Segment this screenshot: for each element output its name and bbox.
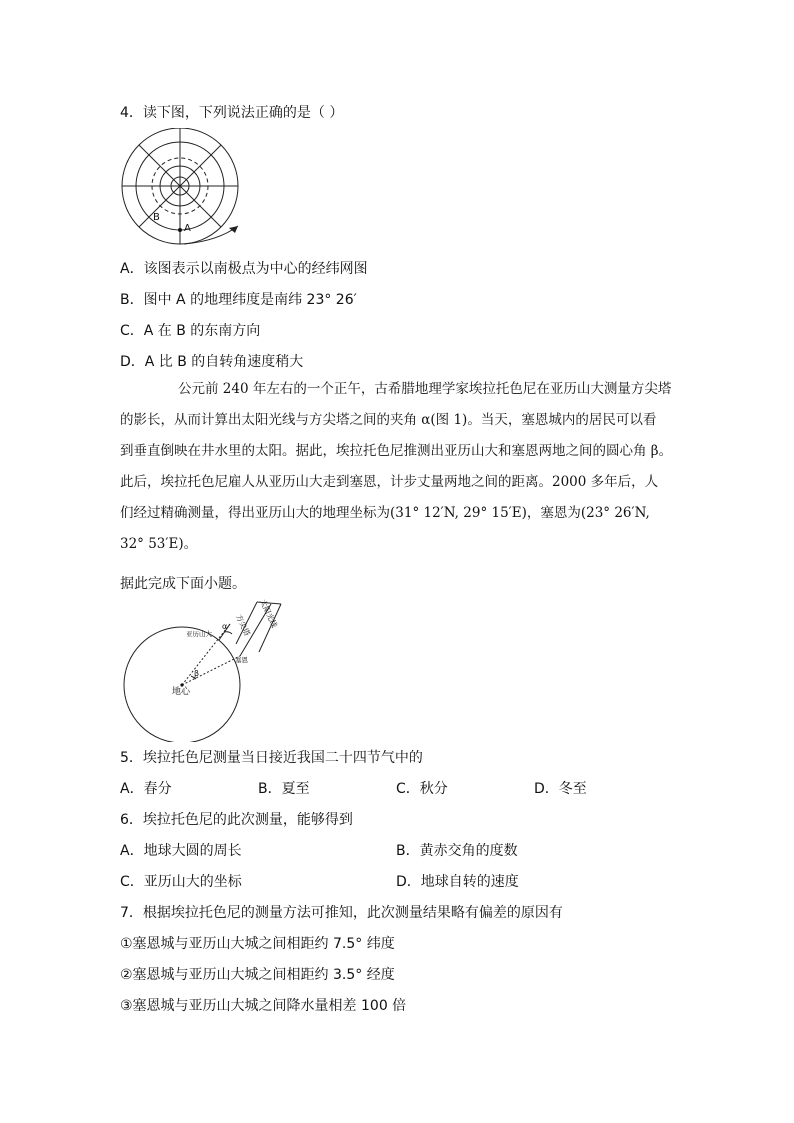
q6-option-b: B．黄赤交角的度数 [396,843,518,859]
syene-label: 塞恩 [235,656,248,664]
q6-option-c: C．亚历山大的坐标 [120,874,242,890]
q6-option-a: A．地球大圆的周长 [120,843,242,859]
q4-stem: 4．读下图，下列说法正确的是（ ） [120,105,344,121]
obelisk-label: 方尖塔 [234,613,252,638]
eratosthenes-figure [118,594,318,742]
passage-prompt: 据此完成下面小题。 [120,576,246,592]
passage-line: 的影长，从而计算出太阳光线与方尖塔之间的夹角 α(图 1)。当天，塞恩城内的居民可以看 [120,412,657,428]
label-a: A [184,223,191,234]
q5-option-c: C．秋分 [396,781,448,797]
passage-line: 到垂直倒映在井水里的太阳。据此，埃拉托色尼推测出亚历山大和塞恩两地之间的圆心角 β。 [120,443,673,459]
alexandria-label: 亚历山大 [186,630,212,638]
q5-option-d: D．冬至 [534,781,587,797]
q7-item-2: ②塞恩城与亚历山大城之间相距约 3.5° 经度 [120,967,395,983]
q4-option-d: D．A 比 B 的自转角速度稍大 [120,354,304,370]
q7-item-1: ①塞恩城与亚历山大城之间相距约 7.5° 纬度 [120,936,395,952]
q7-stem: 7．根据埃拉托色尼的测量方法可推知，此次测量结果略有偏差的原因有 [120,905,563,921]
sunlight-label: 太阳光线 [258,598,280,630]
passage-line: 们经过精确测量，得出亚历山大的地理坐标为(31° 12′N, 29° 15′E)，塞恩为(23° 26′N, [120,505,650,521]
earth-center-label: 地心 [172,687,191,697]
q5-stem: 5．埃拉托色尼测量当日接近我国二十四节气中的 [120,750,423,766]
q4-option-b: B．图中 A 的地理纬度是南纬 23° 26′ [120,292,357,308]
polar-grid-figure [118,128,248,246]
q4-option-a: A．该图表示以南极点为中心的经纬网图 [120,261,368,277]
passage-line: 公元前 240 年左右的一个正午，古希腊地理学家埃拉托色尼在亚历山大测量方尖塔 [178,381,672,397]
passage-line: 此后，埃拉托色尼雇人从亚历山大走到塞恩，计步丈量两地之间的距离。2000 多年后，人 [120,474,659,490]
q4-option-c: C．A 在 B 的东南方向 [120,323,261,339]
q6-stem: 6．埃拉托色尼的此次测量，能够得到 [120,812,353,828]
beta-label: β [194,669,200,678]
label-b: B [153,212,160,223]
q7-item-3: ③塞恩城与亚历山大城之间降水量相差 100 倍 [120,998,407,1014]
alpha-label: α [222,622,228,631]
q5-option-b: B．夏至 [258,781,310,797]
q6-option-d: D．地球自转的速度 [396,874,519,890]
passage-line: 32° 53′E)。 [120,536,198,552]
q5-option-a: A．春分 [120,781,172,797]
passage [120,374,680,560]
